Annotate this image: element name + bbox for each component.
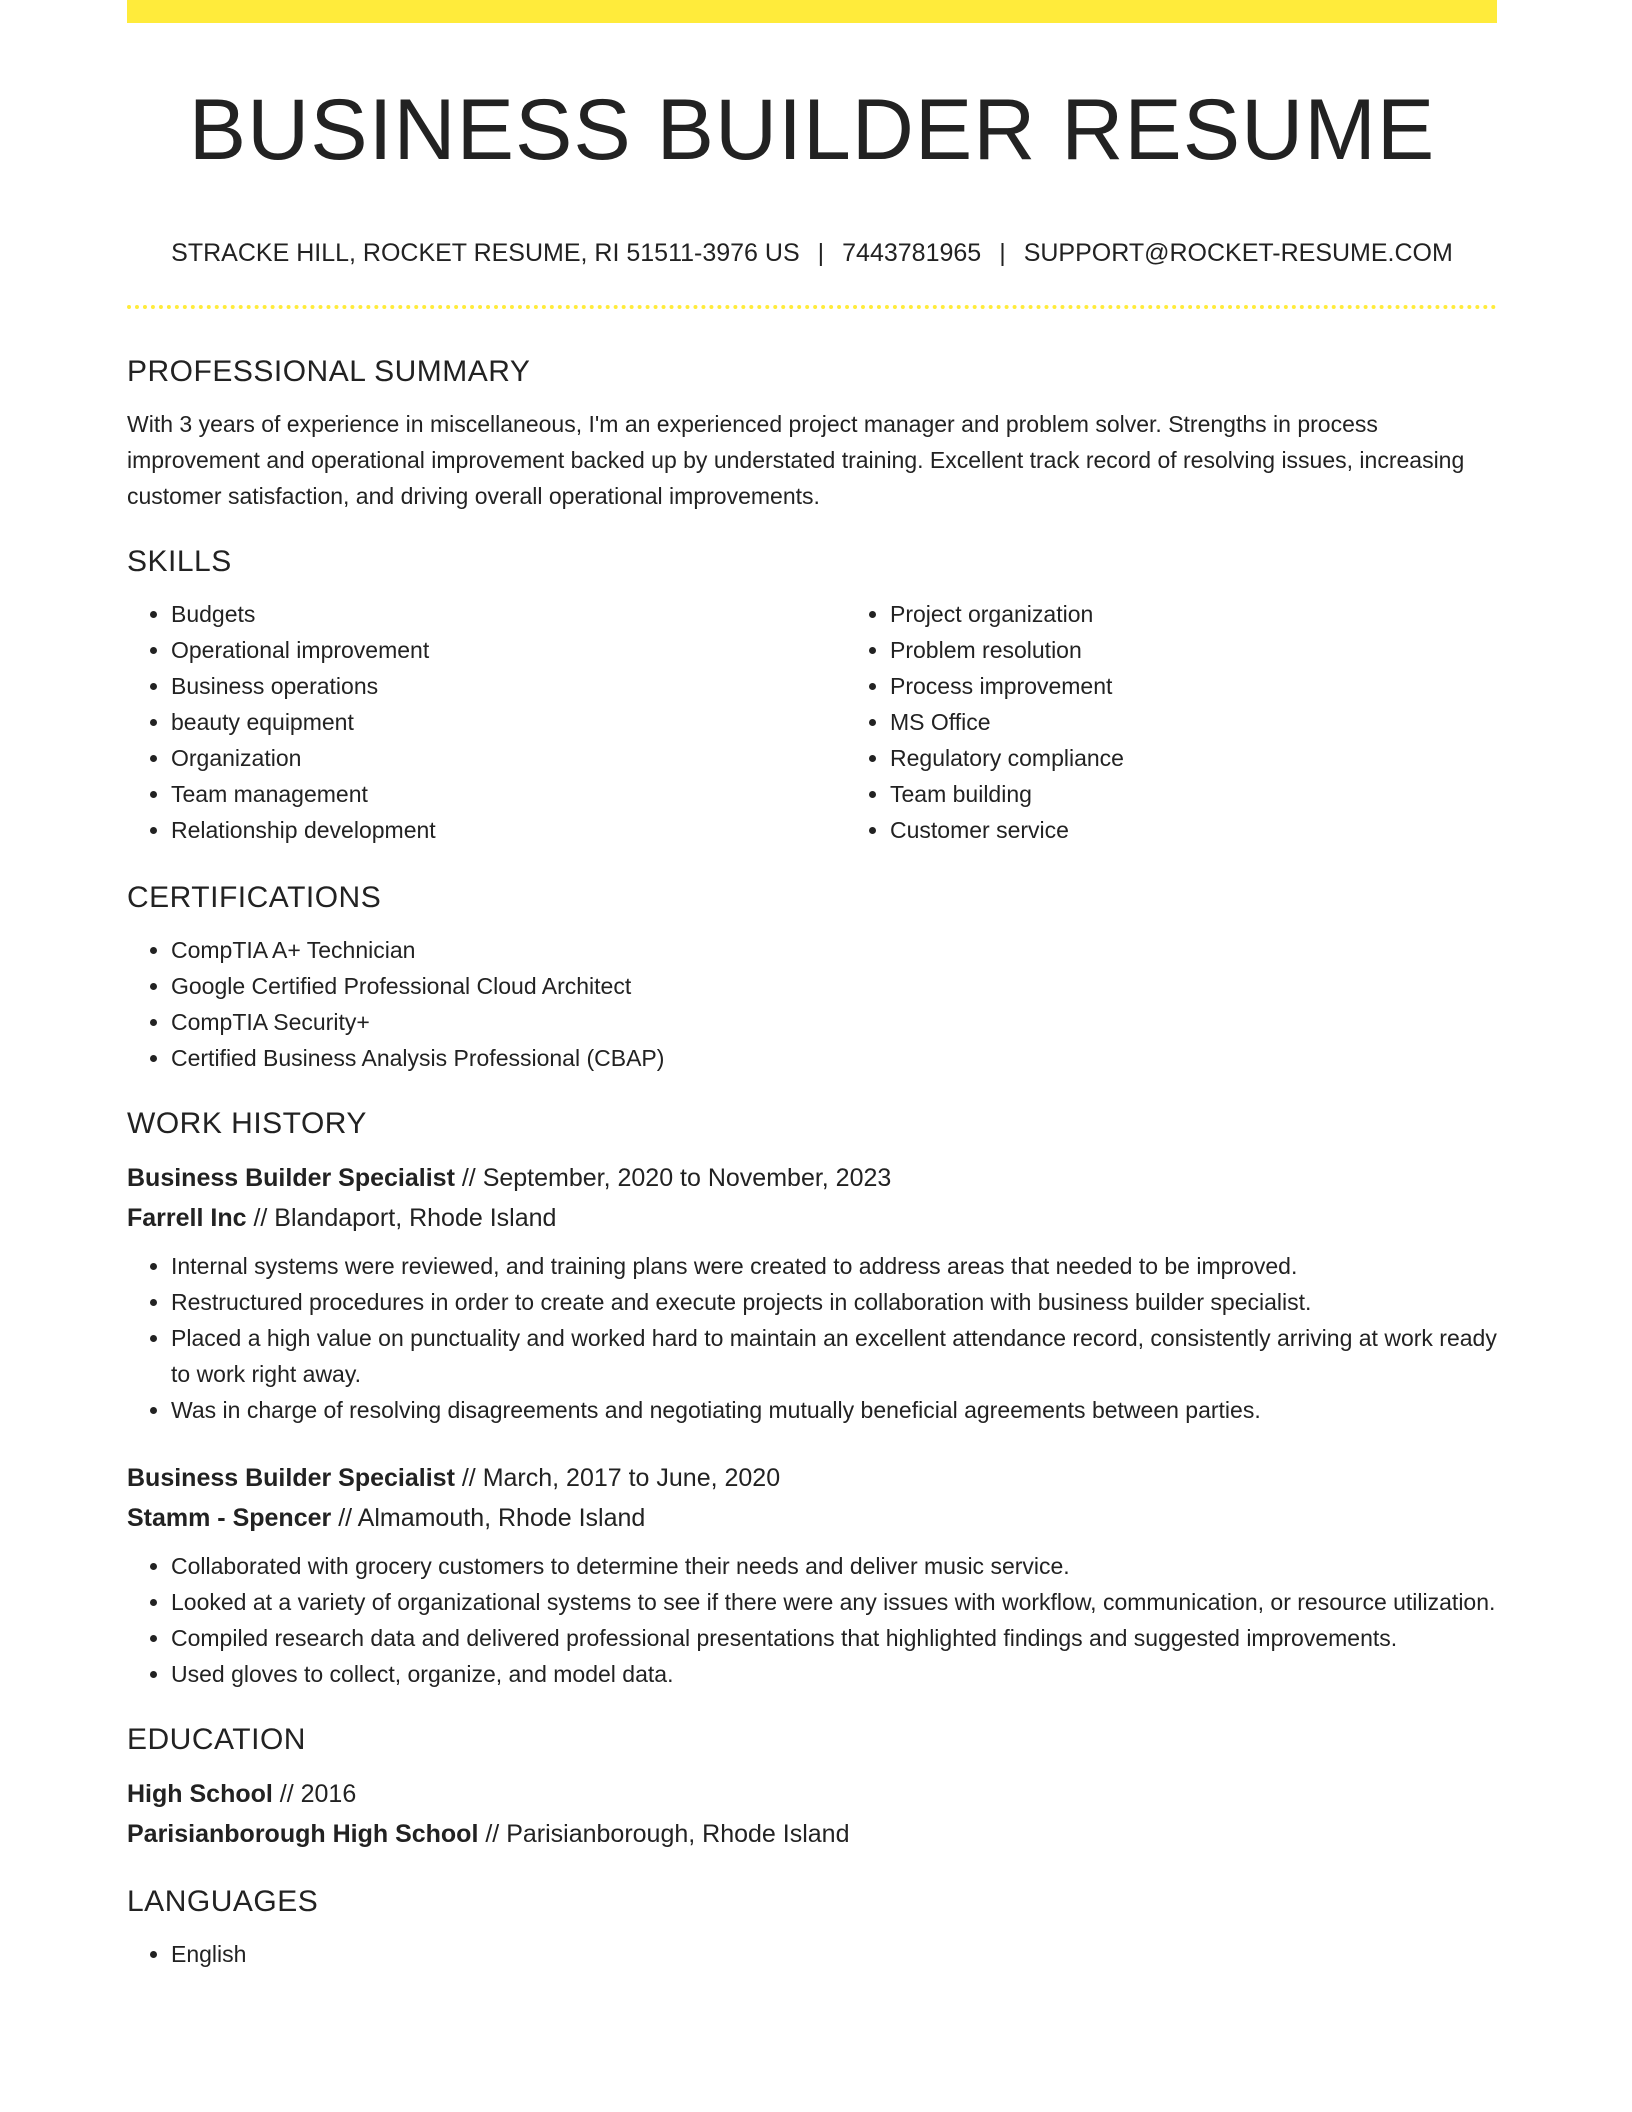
job-role: Business Builder Specialist [127,1464,455,1492]
job-bullets [127,1248,1497,1428]
certifications-list [127,932,1497,1076]
education-section [127,1718,1497,1854]
job-bullet: • Placed a high value on punctuality and worked hard to maintain an excellent attendance record, consistently arriving at work ready to work right away. [171,1320,1497,1392]
languages-list [127,1936,1497,1972]
skill-item: • Business operations [171,668,846,704]
education-school: Parisianborough High School [127,1820,479,1848]
contact-separator: | [999,239,1006,267]
certification-item: • CompTIA A+ Technician [171,932,1497,968]
skill-item: • Operational improvement [171,632,846,668]
skill-item: • Process improvement [890,668,1565,704]
work-history-section [127,1102,1497,1692]
education-entry [127,1774,1497,1854]
contact-line [127,236,1497,270]
certification-item: • Google Certified Professional Cloud Architect [171,968,1497,1004]
job-entry [127,1158,1497,1428]
job-bullet: • Used gloves to collect, organize, and model data. [171,1656,1497,1692]
education-year: // 2016 [272,1780,357,1808]
job-company: Farrell Inc [127,1204,247,1232]
section-title-languages: LANGUAGES [127,1885,319,1918]
skill-item: • Relationship development [171,812,846,848]
job-entry [127,1458,1497,1692]
summary-section [127,350,1497,514]
job-bullet: • Collaborated with grocery customers to determine their needs and deliver music service. [171,1548,1497,1584]
section-title-certifications: CERTIFICATIONS [127,881,382,914]
accent-top-bar [127,0,1497,23]
contact-email: SUPPORT@ROCKET-RESUME.COM [1023,239,1453,267]
certification-item: • CompTIA Security+ [171,1004,1497,1040]
skill-item: • Problem resolution [890,632,1565,668]
skill-item: • Organization [171,740,846,776]
skills-grid [127,584,1497,848]
section-title-skills: SKILLS [127,545,232,578]
job-bullet: • Looked at a variety of organizational systems to see if there were any issues with workflow, communication, or resource utilization. [171,1584,1497,1620]
skill-item: • beauty equipment [171,704,846,740]
job-location: // Almamouth, Rhode Island [331,1504,646,1532]
resume-body [127,350,1497,1972]
job-title-line [127,1458,1497,1498]
certifications-section [127,876,1497,1076]
job-bullet: • Internal systems were reviewed, and training plans were created to address areas that needed to be improved. [171,1248,1497,1284]
language-item: • English [171,1936,1497,1972]
skill-item: • Team building [890,776,1565,812]
job-dates: // March, 2017 to June, 2020 [454,1464,781,1492]
section-title-education: EDUCATION [127,1723,306,1756]
education-degree: High School [127,1780,273,1808]
job-bullet: • Was in charge of resolving disagreements and negotiating mutually beneficial agreements between parties. [171,1392,1497,1428]
job-company-line [127,1198,1497,1238]
job-bullet: • Compiled research data and delivered professional presentations that highlighted findings and suggested improvements. [171,1620,1497,1656]
contact-separator: | [817,239,825,267]
skills-section [127,540,1497,848]
skill-item: • Team management [171,776,846,812]
section-title-summary: PROFESSIONAL SUMMARY [127,355,531,388]
education-location: // Parisianborough, Rhode Island [478,1820,850,1848]
resume-title: BUSINESS BUILDER RESUME [188,82,1436,178]
job-bullets [127,1548,1497,1692]
section-title-work-history: WORK HISTORY [127,1107,367,1140]
job-title-line [127,1158,1497,1198]
job-company-line [127,1498,1497,1538]
certification-item: • Certified Business Analysis Professional (CBAP) [171,1040,1497,1076]
education-school-line [127,1814,1497,1854]
job-bullet: • Restructured procedures in order to create and execute projects in collaboration with business builder specialist. [171,1284,1497,1320]
skills-list-left [127,596,846,848]
skills-list-right [846,596,1565,848]
contact-address: STRACKE HILL, ROCKET RESUME, RI 51511-3976 US [171,239,800,267]
skill-item: • Regulatory compliance [890,740,1565,776]
education-degree-line [127,1774,1497,1814]
job-company: Stamm - Spencer [127,1504,332,1532]
skill-item: • Project organization [890,596,1565,632]
skill-item: • MS Office [890,704,1565,740]
summary-text: With 3 years of experience in miscellaneous, I'm an experienced project manager and problem solver. Strengths in process improvement and operational improvement backed up by understated training. Excellent track record of resolving issues, increasing customer satisfaction, and driving overall operational improvements. [127,411,1465,509]
languages-section [127,1880,1497,1972]
contact-phone: 7443781965 [842,239,982,267]
job-dates: // September, 2020 to November, 2023 [454,1164,892,1192]
job-role: Business Builder Specialist [127,1164,455,1192]
skill-item: • Customer service [890,812,1565,848]
skill-item: • Budgets [171,596,846,632]
dotted-divider [127,305,1497,309]
job-location: // Blandaport, Rhode Island [246,1204,557,1232]
